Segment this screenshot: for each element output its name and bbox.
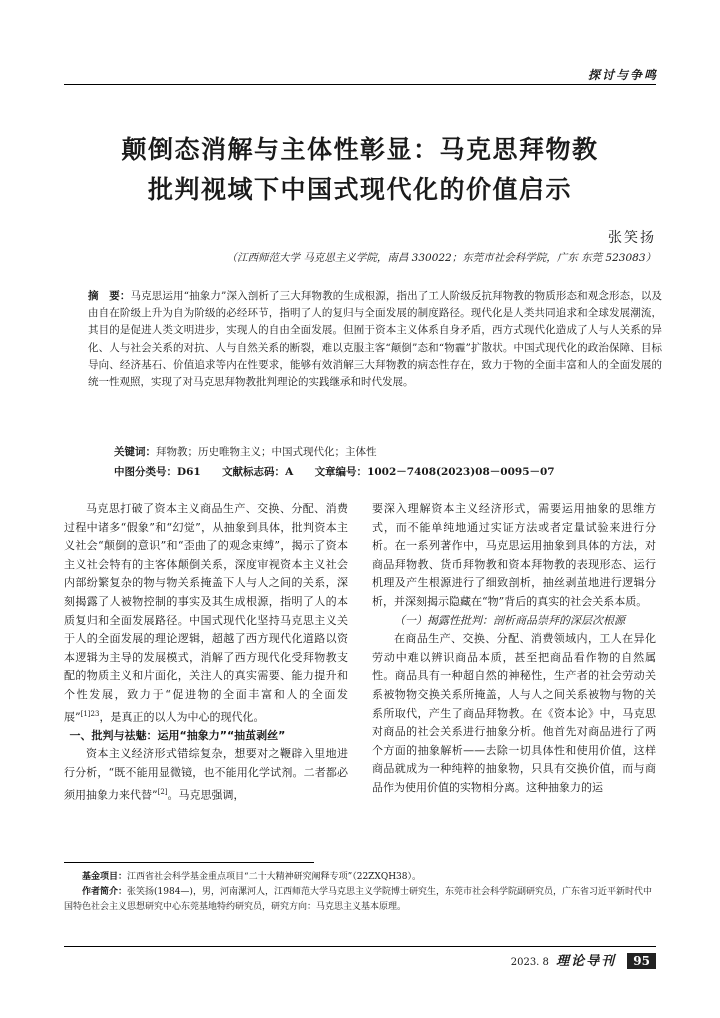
footnote	[64, 870, 658, 915]
paragraph: 资本主义经济形式错综复杂，想要对之鞭辟入里地进行分析，“既不能用显微镜，也不能用化学试剂。二者都必须用抽象力来代替”[2]。马克思强调，	[64, 747, 348, 802]
citation-ref: [1]23	[80, 709, 100, 718]
article-title-line-1: 颠倒态消解与主体性彰显：马克思拜物教	[121, 135, 599, 164]
keywords-label: 关键词：	[114, 446, 156, 458]
clc-number: 中图分类号：D61	[114, 466, 201, 478]
page-footer	[511, 950, 656, 969]
subsection-heading: （一）揭露性批判：剖析商品崇拜的深层次根源	[394, 613, 625, 627]
author-bio: 作者简介：张笑扬(1984—)，男，河南漯河人，江西师范大学马克思主义学院博士研究生，东莞市社会科学院副研究员，广东省习近平新时代中国特色社会主义思想研究中心东莞基地特约研究员，研究方向：马克思主义基本原理。	[64, 887, 652, 912]
paragraph: 在商品生产、交换、分配、消费领域内，工人在异化劳动中难以辨识商品本质，甚至把商品看作物的自然属性。商品具有一种超自然的神秘性，生产者的社会劳动关系被物物交换关系所掩盖，人与人之间关系被物与物的关系所取代，产生了商品拜物教。在《资本论》中，马克思对商品的社会关系进行抽象分析。他首先对商品进行了两个方面的抽象解析——去除一切具体性和使用价值，这样商品就成为一种纯粹的抽象物，只具有交换价值，而与商品作为使用价值的实物相分离。这种抽象力的运	[372, 632, 656, 794]
keywords-text: 拜物教；历史唯物主义；中国式现代化；主体性	[156, 446, 377, 458]
citation-ref: [2]	[157, 787, 168, 796]
keywords	[114, 444, 377, 459]
journal-name: 理论导刊	[556, 954, 617, 969]
footer-rule	[64, 946, 656, 947]
document-code: 文献标志码：A	[222, 466, 294, 478]
abstract-text: 马克思运用“抽象力”深入剖析了三大拜物教的生成根源，指出了工人阶级反抗拜物教的物质形态和观念形态，以及由自在阶级上升为自为阶级的必经环节，指明了人的复归与全面发展的制度路径。现代化是人类共同追求和全球发展潮流，其目的是促进人类文明进步，实现人的自由全面发展。但囿于资本主义体系自身矛盾，西方式现代化造成了人与人关系的异化、人与社会关系的对抗、人与自然关系的断裂，难以克服主客“颠倒”态和“物霾”扩散状。中国式现代化的政治保障、目标导向、经济基石、价值追求等内在性要求，能够有效消解三大拜物教的病态性存在，致力于物的全面丰富和人的全面发展的统一性观照，实现了对马克思拜物教批判理论的实践继承和时代发展。	[88, 290, 663, 389]
abstract-label: 摘 要：	[88, 290, 131, 302]
article-number: 文章编号：1002－7408(2023)08－0095－07	[314, 466, 555, 478]
body-column-left	[64, 500, 348, 805]
header-rule	[64, 84, 656, 85]
abstract	[88, 288, 662, 391]
section-tag: 探讨与争鸣	[587, 68, 658, 82]
author-name: 张笑扬	[608, 230, 656, 246]
article-meta	[114, 464, 573, 479]
issue-date: 2023. 8	[510, 957, 549, 968]
footnote-rule	[64, 862, 314, 863]
article-title-line-2: 批判视域下中国式现代化的价值启示	[147, 175, 572, 204]
fund-note: 基金项目：江西省社会科学基金重点项目“二十大精神研究阐释专项”（22ZXQH38）。	[82, 872, 422, 882]
section-heading: 一、批判与祛魅：运用“抽象力”“抽茧剥丝”	[69, 728, 286, 742]
paragraph-continued: 要深入理解资本主义经济形式，需要运用抽象的思维方式，而不能单纯地通过实证方法或者定量试验来进行分析。在一系列著作中，马克思运用抽象到具体的方法，对商品拜物教、货币拜物教和资本拜物教的表现形态、运行机理及产生根源进行了细致剖析，抽丝剥茧地进行逻辑分析，并深刻揭示隐藏在“物”背后的真实的社会关系本质。	[372, 502, 656, 608]
page-number: 95	[627, 953, 656, 969]
author-affiliation: （江西师范大学 马克思主义学院，南昌 330022；东莞市社会科学院，广东 东莞 523083）	[226, 252, 656, 264]
body-column-right	[372, 500, 656, 798]
paragraph: 马克思打破了资本主义商品生产、交换、分配、消费过程中诸多“假象”和“幻觉”，从抽象到具体，批判资本主义社会“颠倒的意识”和“歪曲了的观念束缚”，揭示了资本主义社会特有的主客体颠倒关系，深度审视资本主义社会内部纷繁复杂的物与物关系掩盖下人与人之间的关系，深刻揭露了人被物控制的事实及其生成根源，指明了人的本质复归和全面发展路径。中国式现代化坚持马克思主义关于人的全面发展的理论逻辑，超越了西方现代化道路以资本逻辑为主导的发展模式，消解了西方现代化受拜物教支配的物质主义和片面化，关注人的真实需要、能力提升和个性发展，致力于“促进物的全面丰富和人的全面发展”$^{[1]23}$，是真正的以人为中心的现代化。	[64, 502, 348, 724]
